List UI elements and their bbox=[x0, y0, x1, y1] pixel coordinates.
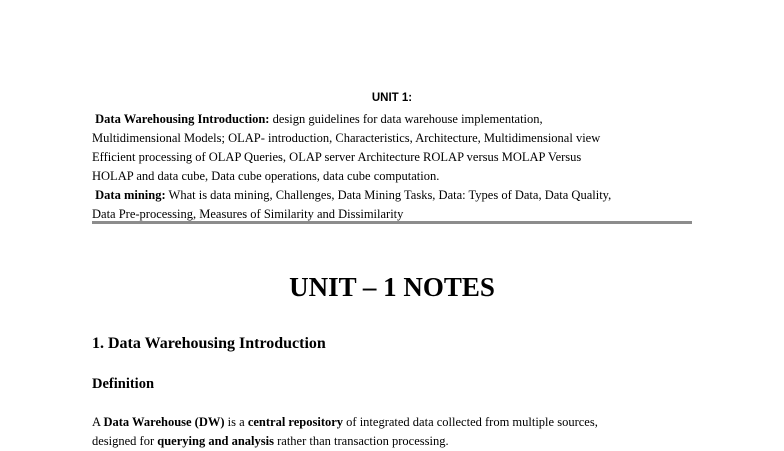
horizontal-divider bbox=[92, 221, 692, 224]
text-run: designed for bbox=[92, 434, 158, 448]
text-run: rather than transaction processing. bbox=[273, 434, 449, 448]
syllabus-line: HOLAP and data cube, Data cube operations, data cube computation. bbox=[92, 169, 440, 183]
subheading-definition: Definition bbox=[92, 376, 155, 392]
section-heading: 1. Data Warehousing Introduction bbox=[92, 335, 326, 352]
syllabus-line: Efficient processing of OLAP Queries, OLAP server Architecture ROLAP versus MOLAP Versus bbox=[92, 150, 582, 164]
dm-label: Data mining: bbox=[95, 188, 166, 202]
paragraph-line bbox=[92, 413, 712, 432]
text-run: is a bbox=[224, 415, 248, 429]
bold-term: Data Warehouse (DW) bbox=[103, 415, 225, 429]
bold-term: querying and analysis bbox=[157, 434, 274, 448]
syllabus-line: Data Pre-processing, Measures of Similarity and Dissimilarity bbox=[92, 207, 404, 221]
unit-heading: UNIT 1: bbox=[371, 92, 413, 104]
bold-term: central repository bbox=[247, 415, 344, 429]
syllabus-line bbox=[92, 110, 702, 129]
text-run: A bbox=[92, 415, 104, 429]
syllabus-block bbox=[92, 110, 702, 224]
dm-text: What is data mining, Challenges, Data Mining Tasks, Data: Types of Data, Data Quality, bbox=[165, 188, 612, 202]
notes-title: UNIT – 1 NOTES bbox=[289, 272, 495, 302]
paragraph-line bbox=[92, 432, 712, 451]
definition-paragraph bbox=[92, 413, 712, 451]
dw-text: design guidelines for data warehouse implementation, bbox=[269, 112, 543, 126]
syllabus-line: Multidimensional Models; OLAP- introduction, Characteristics, Architecture, Multidimensional view bbox=[92, 131, 601, 145]
dw-label: Data Warehousing Introduction: bbox=[95, 112, 270, 126]
syllabus-line bbox=[92, 186, 702, 205]
text-run: of integrated data collected from multiple sources, bbox=[343, 415, 598, 429]
